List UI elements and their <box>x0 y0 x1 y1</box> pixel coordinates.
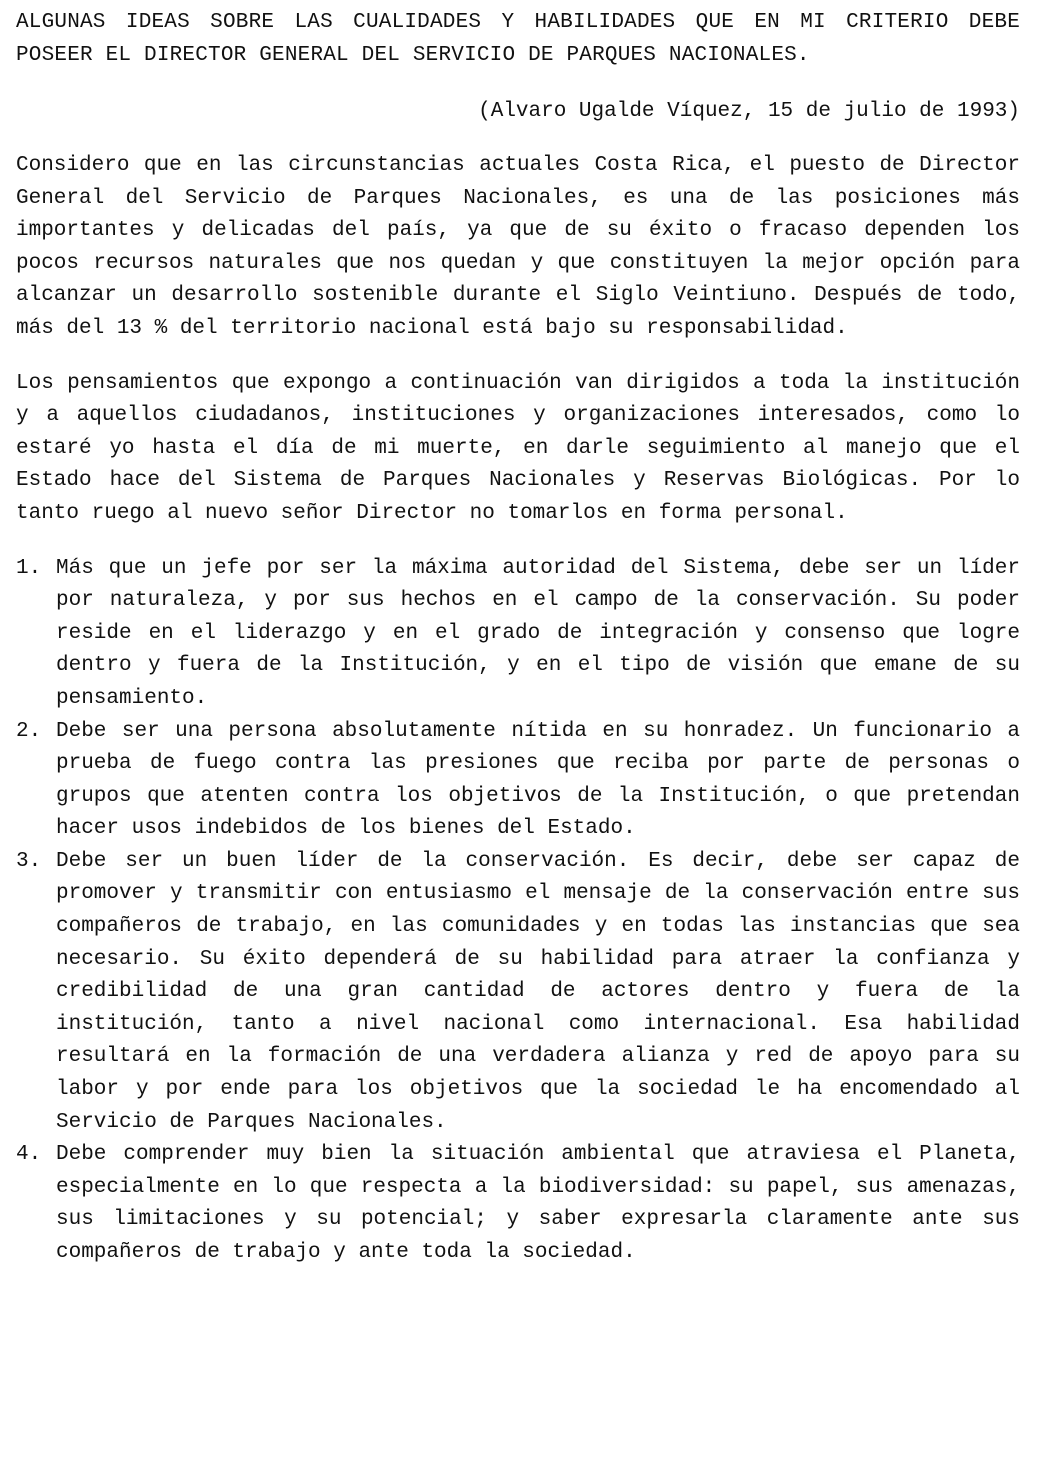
list-item <box>16 846 1020 1139</box>
list-item-text: Más que un jefe por ser la máxima autoridad del Sistema, debe ser un líder por naturaleza, y por sus hechos en el campo de la conservación. Su poder reside en el liderazgo y en el grado de integración y consenso que logre dentro y fuera de la Institución, y en el tipo de visión que emane de su pensamiento. <box>56 556 1020 710</box>
author-date-line: (Alvaro Ugalde Víquez, 15 de julio de 1993) <box>478 100 1020 123</box>
qualities-list <box>16 553 1020 1270</box>
purpose-paragraph: Los pensamientos que expongo a continuación van dirigidos a toda la institución y a aquellos ciudadanos, instituciones y organizaciones interesados, como lo estaré yo hasta el día de mi muerte, en darle seguimiento al manejo que el Estado hace del Sistema de Parques Nacionales y Reservas Biológicas. Por lo tanto ruego al nuevo señor Director no tomarlos en forma personal. <box>16 371 1020 525</box>
list-item <box>16 716 1020 846</box>
list-item-text: Debe ser un buen líder de la conservación. Es decir, debe ser capaz de promover y transmitir con entusiasmo el mensaje de la conservación entre sus compañeros de trabajo, en las comunidades y en todas las instancias que sea necesario. Su éxito dependerá de su habilidad para atraer la confianza y credibilidad de una gran cantidad de actores dentro y fuera de la institución, tanto a nivel nacional como internacional. Esa habilidad resultará en la formación de una verdadera alianza y red de apoyo para su labor y por ende para los objetivos que la sociedad le ha encomendado al Servicio de Parques Nacionales. <box>56 849 1020 1134</box>
list-item-number: 4. <box>16 1143 42 1167</box>
list-item-number: 3. <box>16 849 42 873</box>
list-item-text: Debe ser una persona absolutamente nítida en su honradez. Un funcionario a prueba de fuego contra las presiones que reciba por parte de personas o grupos que atenten contra los objetivos de la Institución, o que pretendan hacer usos indebidos de los bienes del Estado. <box>56 719 1020 841</box>
list-item-text: Debe comprender muy bien la situación ambiental que atraviesa el Planeta, especialmente en lo que respecta a la biodiversidad: su papel, sus amenazas, sus limitaciones y su potencial; y saber expresarla claramente ante sus compañeros de trabajo y ante toda la sociedad. <box>56 1143 1020 1264</box>
list-item-number: 1. <box>16 556 42 580</box>
list-item <box>16 553 1020 716</box>
document-page <box>16 6 1020 1270</box>
intro-paragraph: Considero que en las circunstancias actuales Costa Rica, el puesto de Director General del Servicio de Parques Nacionales, es una de las posiciones más importantes y delicadas del país, ya que de su éxito o fracaso dependen los pocos recursos naturales que nos quedan y que constituyen la mejor opción para alcanzar un desarrollo sostenible durante el Siglo Veintiuno. Después de todo, más del 13 % del territorio nacional está bajo su responsabilidad. <box>16 154 1020 340</box>
list-item <box>16 1139 1020 1269</box>
list-item-number: 2. <box>16 719 42 743</box>
document-title: ALGUNAS IDEAS SOBRE LAS CUALIDADES Y HABILIDADES QUE EN MI CRITERIO DEBE POSEER EL DIRECTOR GENERAL DEL SERVICIO DE PARQUES NACIONALES. <box>16 11 1020 67</box>
